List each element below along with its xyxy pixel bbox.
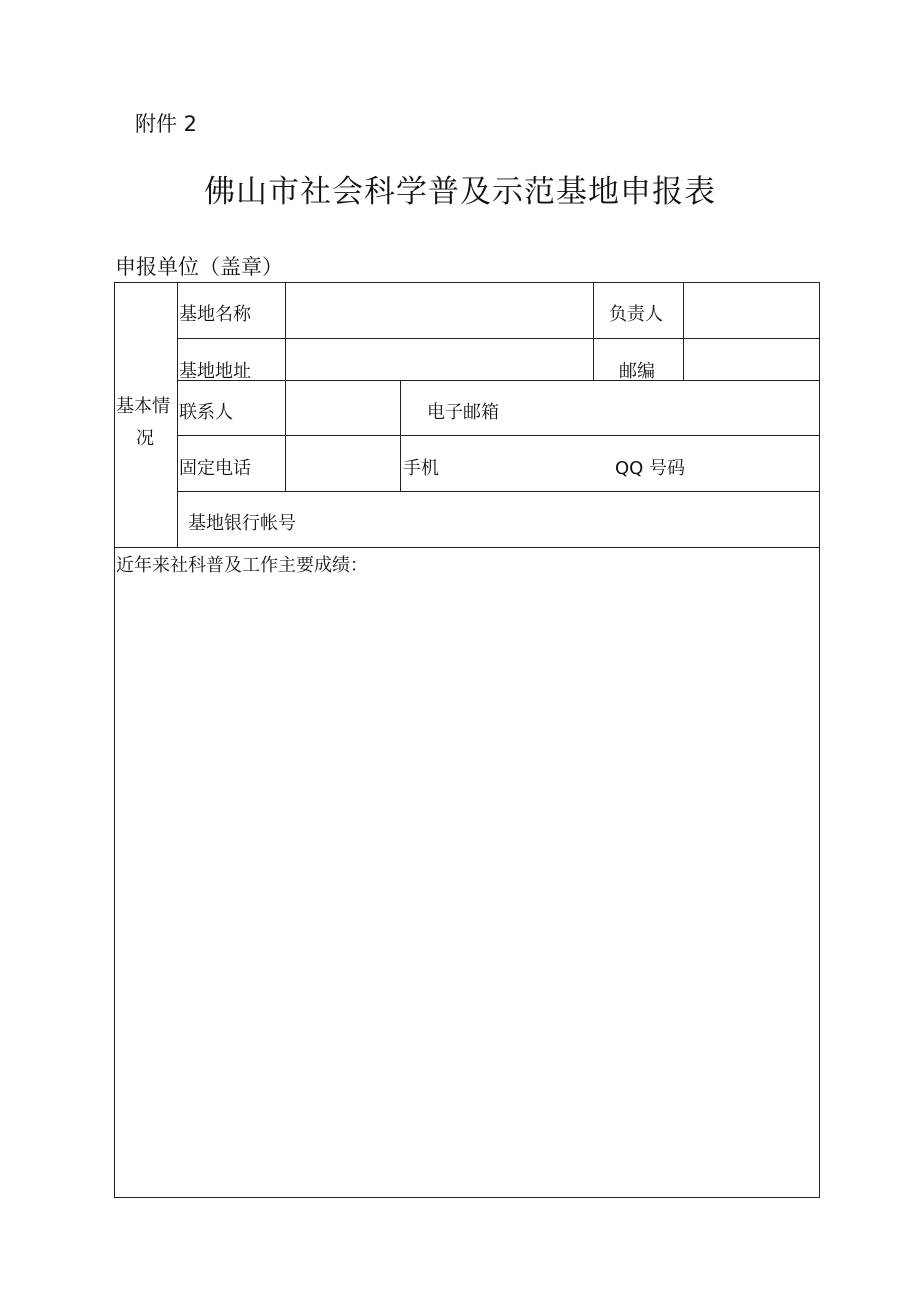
section-label-basic-info: 基本情 [116, 396, 170, 417]
col-divider-label [285, 282, 286, 492]
label-landline: 固定电话 [179, 458, 251, 479]
label-qq: QQ 号码 [615, 458, 686, 479]
table-border-top [114, 282, 820, 283]
col-divider-mid [593, 282, 594, 381]
row-divider-3 [177, 435, 820, 436]
col-divider-right [683, 282, 684, 381]
label-base-address: 基地地址 [179, 361, 251, 382]
section-label-basic-info-cont: 况 [136, 428, 154, 449]
row-divider-4 [177, 491, 820, 492]
form-title: 佛山市社会科学普及示范基地申报表 [204, 174, 716, 210]
table-border-right [819, 282, 820, 1198]
label-person-in-charge: 负责人 [609, 304, 663, 325]
label-contact-person: 联系人 [179, 402, 233, 423]
label-bank-account: 基地银行帐号 [188, 513, 296, 534]
table-border-left [114, 282, 115, 1198]
label-achievements: 近年来社科普及工作主要成绩： [116, 555, 368, 576]
attachment-label: 附件 2 [135, 112, 198, 136]
col-divider-contact [400, 380, 401, 492]
row-divider-1 [177, 338, 820, 339]
table-border-bottom [114, 1197, 820, 1198]
label-base-name: 基地名称 [179, 304, 251, 325]
row-divider-5 [114, 547, 820, 548]
col-divider-section [177, 282, 178, 548]
label-email: 电子邮箱 [427, 402, 499, 423]
applicant-unit-label: 申报单位（盖章） [115, 255, 283, 279]
label-postcode: 邮编 [619, 361, 655, 382]
label-mobile: 手机 [403, 458, 439, 479]
row-divider-2 [177, 380, 820, 381]
